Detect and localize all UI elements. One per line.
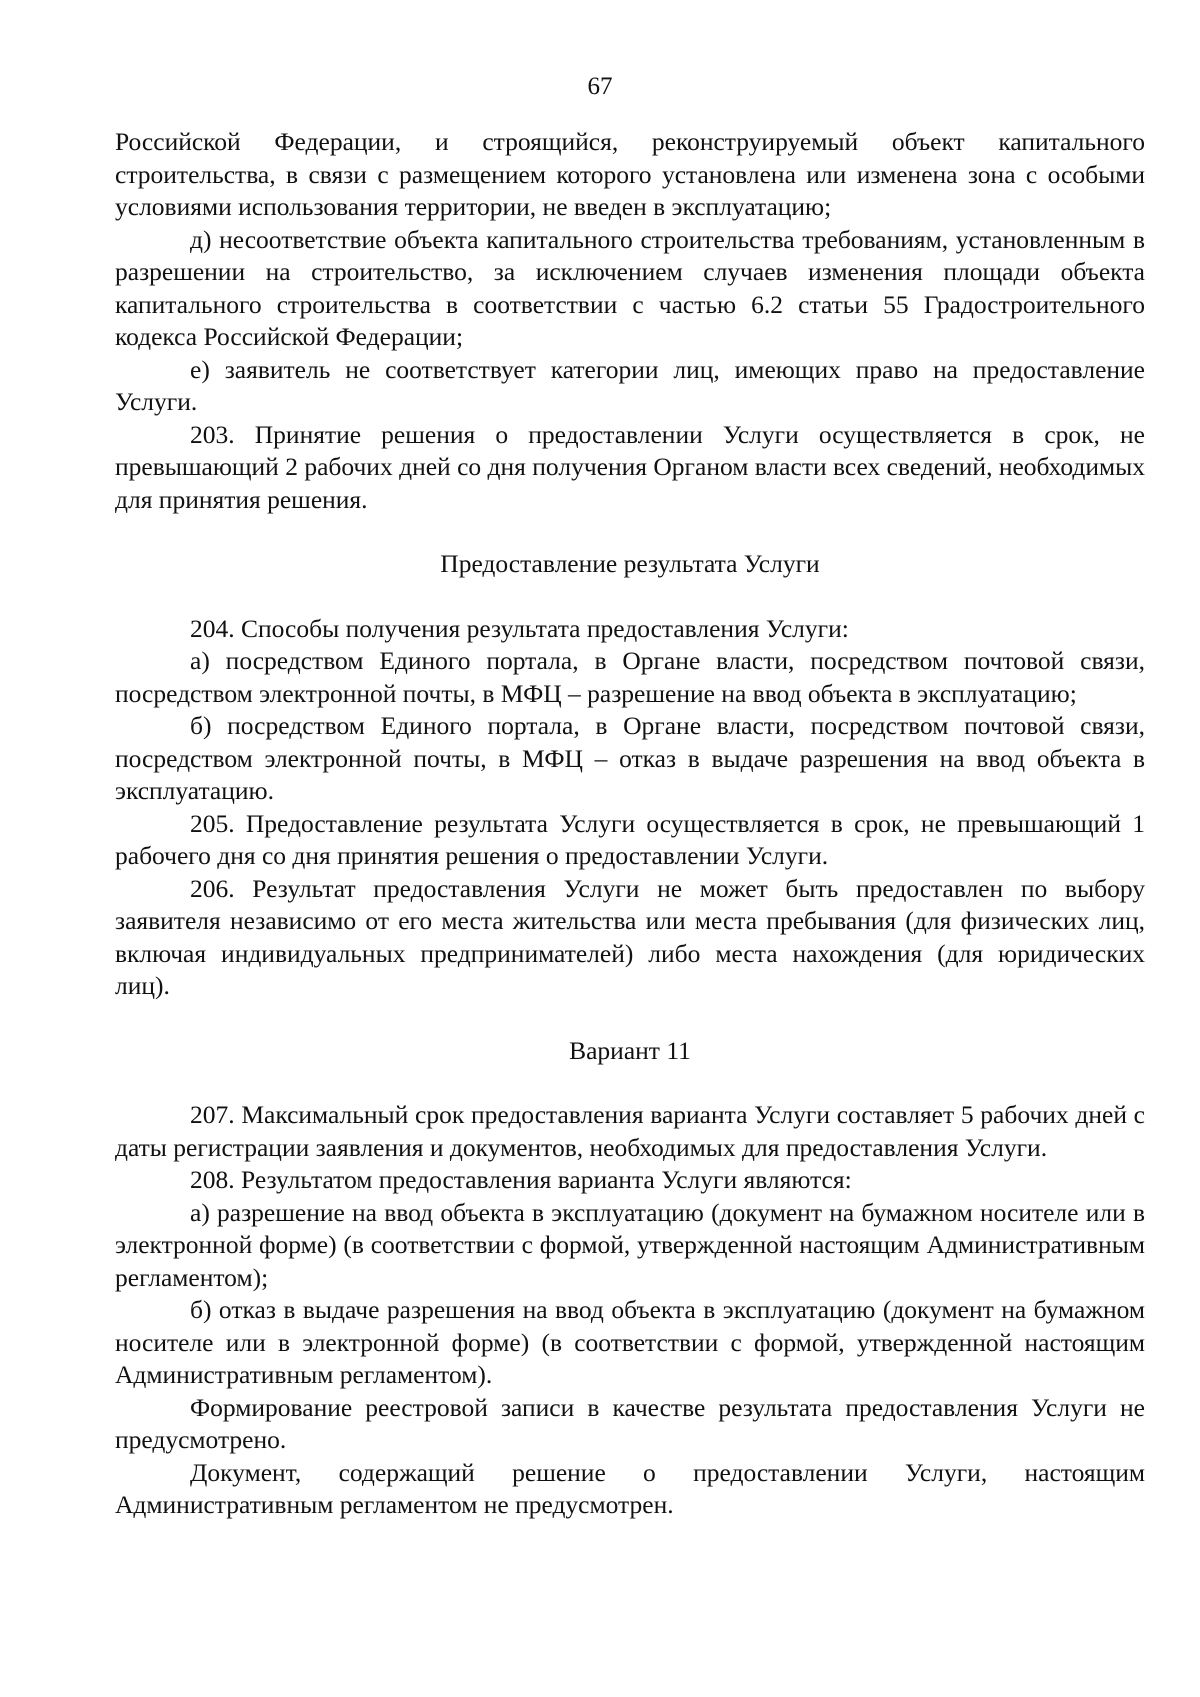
item-e-paragraph: е) заявитель не соответствует категории лиц, имеющих право на предоставление Услуги. [115, 354, 1145, 416]
paragraph-203: 203. Принятие решения о предоставлении Услуги осуществляется в срок, не превышающий 2 рабочих дней со дня получения Органом власти всех сведений, необходимых для принятия решения. [115, 419, 1145, 514]
paragraph-208: 208. Результатом предоставления варианта Услуги являются: [190, 1165, 852, 1194]
paragraph-204: 204. Способы получения результата предоставления Услуги: [190, 613, 849, 643]
section-heading-result: Предоставление результата Услуги [440, 549, 820, 578]
page-number: 67 [587, 73, 613, 100]
paragraph-206: 206. Результат предоставления Услуги не может быть предоставлен по выбору заявителя независимо от его места жительства или места пребывания (для физических лиц, включая индивидуальных предпринимателей) либо места нахождения (для юридических лиц). [115, 873, 1145, 1000]
item-d-paragraph: д) несоответствие объекта капитального строительства требованиям, установленным в разрешении на строительство, за исключением случаев изменения площади объекта капитального строительства в соответствии с частью 6.2 статьи 55 Градостроительного кодекса Российской Федерации; [115, 224, 1145, 351]
registry-record-paragraph: Формирование реестровой записи в качестве результата предоставления Услуги не предусмотрено. [115, 1392, 1145, 1454]
paragraph-205: 205. Предоставление результата Услуги осуществляется в срок, не превышающий 1 рабочего дня со дня принятия решения о предоставлении Услуги. [115, 808, 1145, 870]
document-body [115, 126, 1145, 1522]
item-a-paragraph: а) посредством Единого портала, в Органе власти, посредством почтовой связи, посредством электронной почты, в МФЦ – разрешение на ввод объекта в эксплуатацию; [115, 646, 1145, 708]
decision-document-paragraph: Документ, содержащий решение о предоставлении Услуги, настоящим Административным регламентом не предусмотрен. [115, 1457, 1145, 1519]
continuation-paragraph: Российской Федерации, и строящийся, реконструируемый объект капитального строительства, в связи с размещением которого установлена или изменена зона с особыми условиями использования территории, не введен в эксплуатацию; [115, 127, 1145, 221]
item-b-paragraph: б) отказ в выдаче разрешения на ввод объекта в эксплуатацию (документ на бумажном носителе или в электронной форме) (в соответствии с формой, утвержденной настоящим Административным регламентом). [115, 1295, 1145, 1389]
paragraph-207: 207. Максимальный срок предоставления варианта Услуги составляет 5 рабочих дней с даты регистрации заявления и документов, необходимых для предоставления Услуги. [115, 1100, 1145, 1162]
section-heading-variant: Вариант 11 [569, 1035, 691, 1065]
item-b-paragraph: б) посредством Единого портала, в Органе власти, посредством почтовой связи, посредством электронной почты, в МФЦ – отказ в выдаче разрешения на ввод объекта в эксплуатацию. [115, 711, 1145, 805]
item-a-paragraph: а) разрешение на ввод объекта в эксплуатацию (документ на бумажном носителе или в электронной форме) (в соответствии с формой, утвержденной настоящим Административным регламентом); [115, 1197, 1145, 1292]
